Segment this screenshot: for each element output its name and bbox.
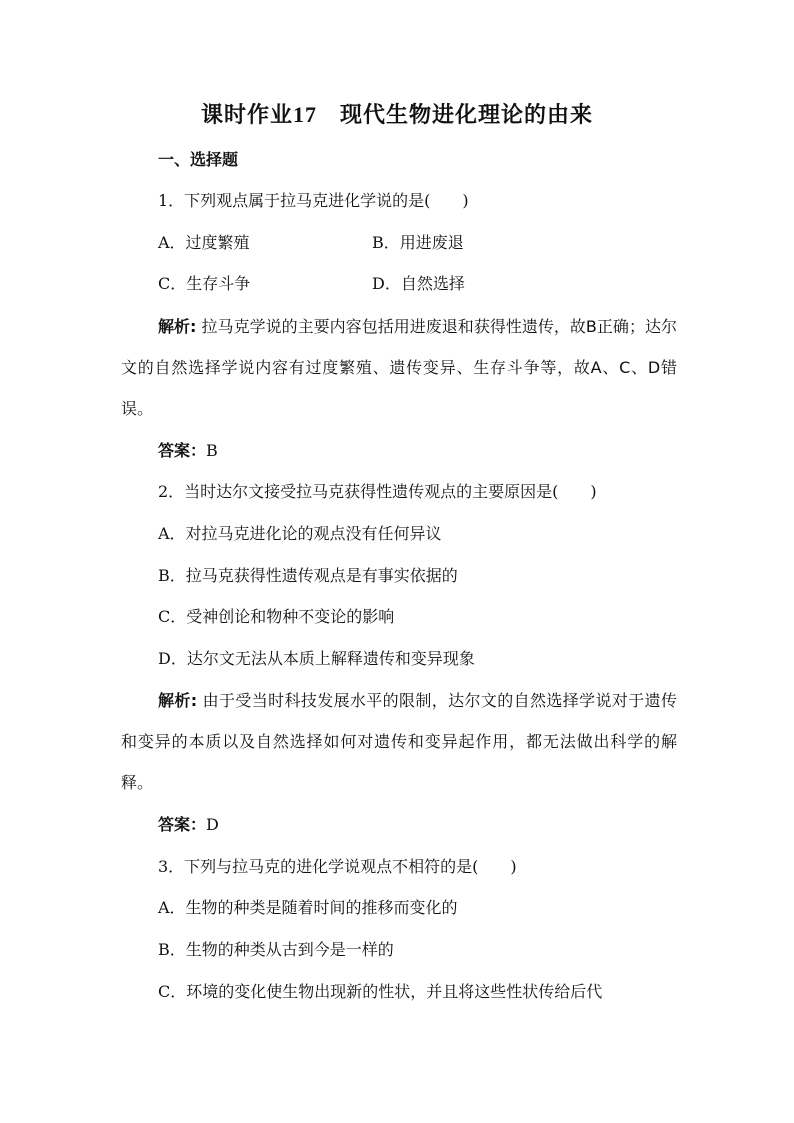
q2-stem: 2．当时达尔文接受拉马克获得性遗传观点的主要原因是( ) <box>158 482 597 501</box>
q1-option-d: D．自然选择 <box>372 274 465 293</box>
q1-answer-value: B <box>206 441 218 460</box>
q1-option-c: C．生存斗争 <box>158 274 251 293</box>
q1-answer-label: 答案： <box>158 441 207 460</box>
q1-analysis-label: 解析: <box>158 317 197 336</box>
page-title <box>0 98 794 129</box>
q3-option-c: C．环境的变化使生物出现新的性状，并且将这些性状传给后代 <box>158 982 603 1001</box>
q3-stem: 3．下列与拉马克的进化学说观点不相符的是( ) <box>158 857 517 876</box>
q2-analysis <box>121 680 677 803</box>
q2-option-d: D．达尔文无法从本质上解释遗传和变异现象 <box>158 649 475 668</box>
q2-answer <box>158 815 219 835</box>
q1-stem: 1．下列观点属于拉马克进化学说的是( ) <box>158 191 469 210</box>
title-prefix: 课时作业 <box>200 103 293 128</box>
q1-answer <box>158 441 218 461</box>
q2-option-c: C．受神创论和物种不变论的影响 <box>158 607 395 626</box>
title-number: 17 <box>292 102 317 127</box>
q1-analysis <box>121 306 677 429</box>
q2-answer-label: 答案： <box>158 815 207 834</box>
q2-option-a: A．对拉马克进化论的观点没有任何异议 <box>158 524 442 543</box>
q2-analysis-text: 由于受当时科技发展水平的限制，达尔文的自然选择学说对于遗传和变异的本质以及自然选择如何对遗传和变异起作用，都无法做出科学的解释。 <box>121 691 677 792</box>
q1-analysis-text: 拉马克学说的主要内容包括用进废退和获得性遗传，故B正确；达尔文的自然选择学说内容有过度繁殖、遗传变异、生存斗争等，故A、C、D错误。 <box>121 317 677 418</box>
q1-option-a: A．过度繁殖 <box>158 233 250 252</box>
q2-answer-value: D <box>206 815 219 834</box>
q3-option-a: A．生物的种类是随着时间的推移而变化的 <box>158 898 458 917</box>
q2-option-b: B．拉马克获得性遗传观点是有事实依据的 <box>158 566 458 585</box>
title-gap <box>317 103 340 128</box>
q1-option-b: B．用进废退 <box>372 233 464 252</box>
section-heading: 一、选择题 <box>158 150 239 169</box>
title-main: 现代生物进化理论的由来 <box>340 103 594 128</box>
q3-option-b: B．生物的种类从古到今是一样的 <box>158 940 394 959</box>
q2-analysis-label: 解析: <box>158 691 198 710</box>
